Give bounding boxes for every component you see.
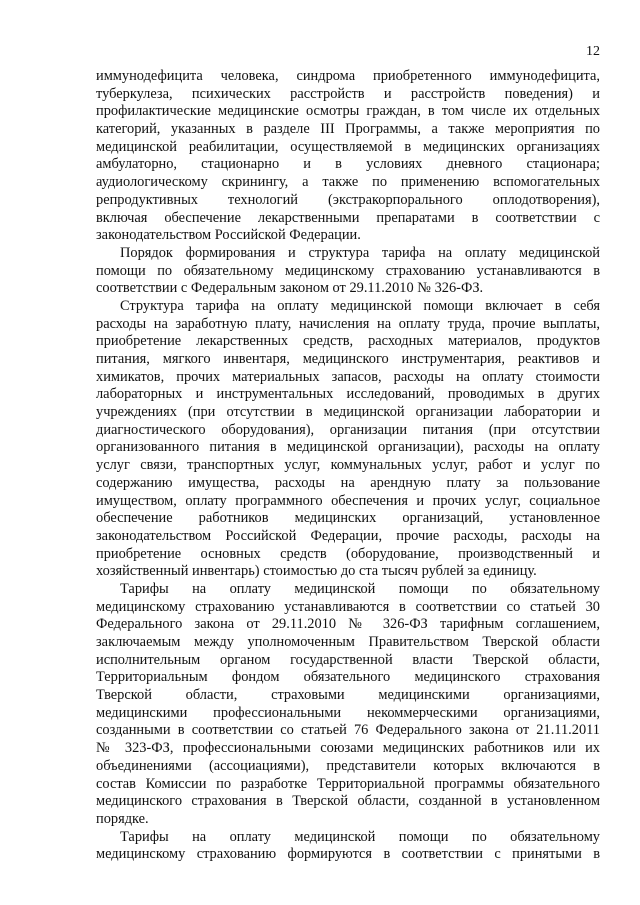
text-line: медицинскому страхованию устанавливаются в соответствии со статьей 30 <box>96 598 600 615</box>
text-line: иммунодефицита человека, синдрома приобретенного иммунодефицита, <box>96 68 600 84</box>
text-line: законодательством Российской Федерации, прочие расходы, расходы на <box>96 527 600 544</box>
text-line: обеспечение работников медицинских организаций, установленное <box>96 510 600 527</box>
text-line: медицинского страхования в Тверской области, созданной в установленном <box>96 793 600 810</box>
text-line: Тарифы на оплату медицинской помощи по обязательному <box>120 828 600 845</box>
text-line: медицинской реабилитации, осуществляемой в медицинских организациях <box>96 138 600 155</box>
text-line: Территориальным фондом обязательного медицинского страхования <box>96 669 600 686</box>
text-line: созданными в соответствии со статьей 76 Федерального закона от 21.11.2011 <box>96 722 600 739</box>
text-line: химикатов, прочих материальных запасов, расходы на оплату стоимости <box>96 368 600 385</box>
text-line: исполнительным органом государственной власти Тверской области, <box>96 651 600 668</box>
text-line: включая обеспечение лекарственными препаратами в соответствии с <box>96 209 600 226</box>
text-line: помощи по обязательному медицинскому страхованию устанавливаются в <box>96 262 600 279</box>
paragraph <box>96 581 600 829</box>
paragraph <box>96 298 600 581</box>
page-number: 12 <box>586 44 600 59</box>
text-line: законодательством Российской Федерации. <box>96 227 361 244</box>
text-line: организованного питания в медицинской организации), расходы на оплату <box>96 439 600 456</box>
text-line: Структура тарифа на оплату медицинской помощи включает в себя <box>120 297 600 314</box>
text-line: профилактические медицинские осмотры граждан, в том числе их отдельных <box>96 103 600 120</box>
text-line: заключаемым между уполномоченным Правительством Тверской области <box>96 634 600 650</box>
text-line: № 323-ФЗ, профессиональными союзами медицинских работников или их <box>96 740 600 757</box>
paragraph <box>96 68 600 245</box>
text-line: лабораторных и инструментальных исследований, проводимых в других <box>96 386 600 403</box>
text-line: туберкулеза, психических расстройств и расстройств поведения) и <box>96 85 600 102</box>
text-line: приобретение лекарственных средств, расходных материалов, продуктов <box>96 333 600 350</box>
text-line: учреждениях (при отсутствии в медицинской организации лаборатории и <box>96 404 600 421</box>
text-line: медицинскому страхованию формируются в соответствии с принятыми в <box>96 846 600 863</box>
text-line: питания, мягкого инвентаря, медицинского инструментария, реактивов и <box>96 351 600 367</box>
text-line: расходы на заработную плату, начисления на оплату труда, прочие выплаты, <box>96 315 600 332</box>
text-line: медицинскими профессиональными некоммерческими организациями, <box>96 704 600 721</box>
text-line: приобретение основных средств (оборудование, производственный и <box>96 545 600 562</box>
text-line: объединениями (ассоциациями), представители которых включаются в <box>96 757 600 774</box>
text-line: соответствии с Федеральным законом от 29.11.2010 № 326-ФЗ. <box>96 280 484 297</box>
text-line: хозяйственный инвентарь) стоимостью до ста тысяч рублей за единицу. <box>96 563 537 580</box>
text-line: Федерального закона от 29.11.2010 № 326-ФЗ тарифным соглашением, <box>96 616 600 633</box>
text-line: репродуктивных технологий (экстракорпорального оплодотворения), <box>96 191 600 208</box>
text-line: Порядок формирования и структура тарифа на оплату медицинской <box>120 244 600 261</box>
text-line: имуществом, оплату программного обеспечения и прочих услуг, социальное <box>96 492 600 509</box>
text-line: диагностического оборудования), организации питания (при отсутствии <box>96 421 600 438</box>
paragraph <box>96 245 600 298</box>
text-line: Тверской области, страховыми медицинскими организациями, <box>96 687 600 704</box>
text-line: амбулаторно, стационарно и в условиях дневного стационара; <box>96 156 600 173</box>
text-line: содержанию имущества, расходы на арендную плату за пользование <box>96 474 600 491</box>
text-line: аудиологическому скринингу, а также по применению вспомогательных <box>96 174 600 191</box>
text-line: порядке. <box>96 810 149 827</box>
text-line: состав Комиссии по разработке Территориальной программы обязательного <box>96 775 600 792</box>
document-body <box>96 68 600 864</box>
paragraph <box>96 829 600 864</box>
text-line: услуг связи, транспортных услуг, коммунальных услуг, работ и услуг по <box>96 457 600 474</box>
text-line: Тарифы на оплату медицинской помощи по обязательному <box>120 580 600 597</box>
text-line: категорий, указанных в разделе III Программы, а также мероприятия по <box>96 121 600 138</box>
